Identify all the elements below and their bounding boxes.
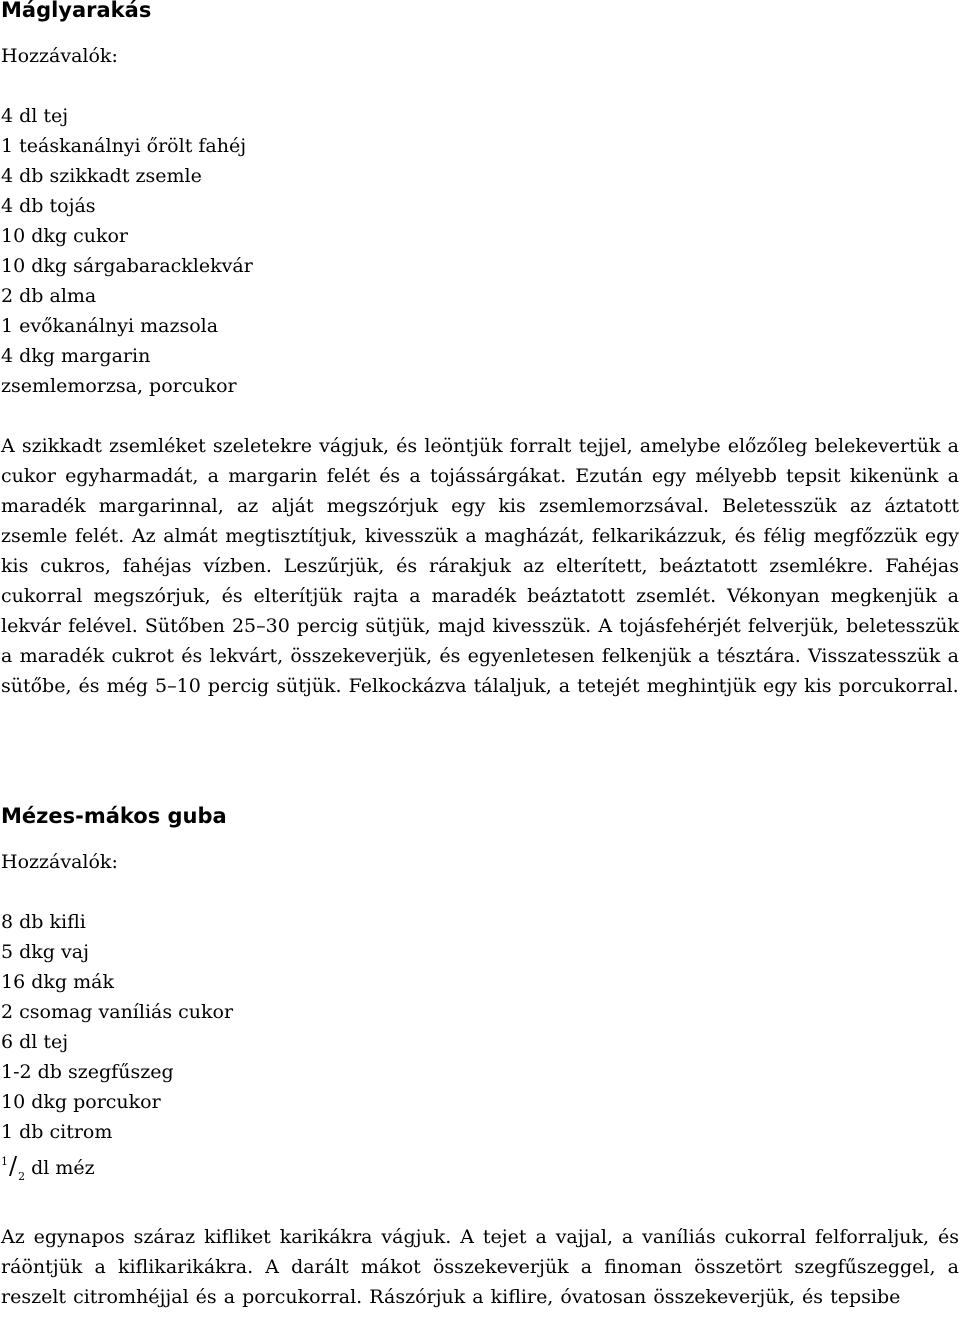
ingredients-label: Hozzávalók:: [1, 45, 118, 67]
ingredient-item: zsemlemorzsa, porcukor: [1, 375, 237, 397]
recipe-maglyarakas: [1, 0, 959, 701]
ingredient-item: 8 db kifli: [1, 911, 86, 933]
ingredient-item: 16 dkg mák: [1, 971, 114, 993]
ingredient-item-honey: [1, 1147, 959, 1192]
ingredient-item: 1 db citrom: [1, 1121, 113, 1143]
ingredient-item: 2 csomag vaníliás cukor: [1, 1001, 234, 1023]
recipe-title: Mézes-mákos guba: [1, 804, 227, 828]
ingredient-text: dl méz: [31, 1157, 95, 1179]
ingredients-list: [1, 101, 959, 401]
ingredient-item: 1-2 db szegfűszeg: [1, 1061, 174, 1083]
ingredients-list: [1, 907, 959, 1192]
ingredient-item: 4 dkg margarin: [1, 345, 151, 367]
ingredient-item: 5 dkg vaj: [1, 941, 89, 963]
ingredient-item: 10 dkg porcukor: [1, 1091, 161, 1113]
ingredient-item: 2 db alma: [1, 285, 97, 307]
ingredient-item: 4 db szikkadt zsemle: [1, 165, 202, 187]
ingredients-label: Hozzávalók:: [1, 851, 118, 873]
method-paragraph: A szikkadt zsemléket szeletekre vágjuk, és leöntjük forralt tejjel, amelybe előzőleg belekevertük a cukor egyharmadát, a margarin felét és a tojássárgákat. Ezután egy mélyebb tepsit kikenünk a maradék margarinnal, az alját megszórjuk egy kis zsemlemorzsával. Beletesszük az áztatott zsemle felét. Az almát megtisztítjuk, kivesszük a magházát, felkarikázzuk, és félig megfőzzük egy kis cukros, fahéjas vízben. Leszűrjük, és rárakjuk az elterített, beáztatott zsemlékre. Fahéjas cukorral megszórjuk, és elterítjük rajta a maradék beáztatott zsemlét. Vékonyan megkenjük a lekvár felével. Sütőben 25–30 percig sütjük, majd kivesszük. A tojásfehérjét felverjük, beletesszük a maradék cukrot és lekvárt, összekeverjük, és egyenletesen felkenjük a tésztára. Visszatesszük a sütőbe, és még 5–10 percig sütjük. Felkockázva tálaljuk, a tetejét meghintjük egy kis porcukorral.: [1, 435, 959, 697]
ingredient-item: 6 dl tej: [1, 1031, 69, 1053]
fraction-numerator: 1: [1, 1155, 8, 1168]
recipe-title: Máglyarakás: [1, 0, 152, 22]
method-paragraph: Az egynapos száraz kifliket karikákra vágjuk. A tejet a vajjal, a vaníliás cukorral felforraljuk, és ráöntjük a kiflikarikákra. A darált mákot összekeverjük a finoman összetört szegfűszeggel, a reszelt citromhéjjal és a porcukorral. Rászórjuk a kiflire, óvatosan összekeverjük, és tepsibe: [1, 1226, 959, 1308]
ingredient-item: 1 evőkanálnyi mazsola: [1, 315, 219, 337]
ingredient-item: 1 teáskanálnyi őrölt fahéj: [1, 135, 247, 157]
ingredient-item: 4 dl tej: [1, 105, 69, 127]
ingredient-item: 4 db tojás: [1, 195, 96, 217]
recipe-mezes-makos-guba: [1, 800, 959, 1312]
fraction-denominator: 2: [18, 1170, 26, 1183]
ingredient-item: 10 dkg cukor: [1, 225, 129, 247]
fraction-slash: /: [9, 1152, 18, 1180]
ingredient-item: 10 dkg sárgabaracklekvár: [1, 255, 253, 277]
